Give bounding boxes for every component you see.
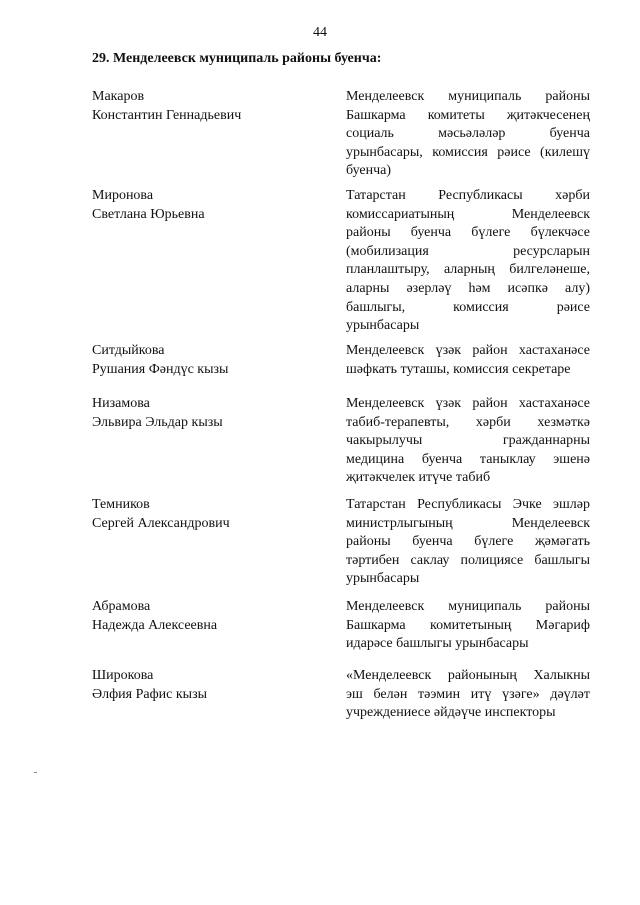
role-line: комиссариатының Менделеевск: [346, 206, 590, 222]
role-line: шәфкать туташы, комиссия секретаре: [346, 361, 571, 377]
role-line: буенча): [346, 163, 392, 179]
role-line: урынбасары: [346, 318, 420, 334]
member-name: [92, 598, 322, 635]
role-line: урынбасары, комиссия рәисе (килешү: [346, 144, 590, 160]
role-line: эш белән тәэмин итү үзәге» дәүләт: [346, 686, 590, 702]
member-role: [346, 598, 590, 654]
member-surname: Ситдыйкова: [92, 343, 165, 358]
role-line: табиб-терапевты, хәрби хезмәткә: [346, 414, 590, 430]
member-given-names: Эльвира Эльдар кызы: [92, 414, 223, 430]
role-line: урынбасары: [346, 571, 420, 587]
role-line: «Менделеевск районының Халыкны: [346, 668, 590, 683]
member-name: [92, 88, 322, 125]
member-name: [92, 187, 322, 224]
member-name: [92, 342, 322, 379]
role-line: социаль мәсьәләләр буенча: [346, 126, 590, 142]
member-given-names: Рушания Фәндүс кызы: [92, 361, 229, 377]
role-line: медицина буенча таныклау эшенә: [346, 451, 590, 467]
member-surname: Абрамова: [92, 599, 151, 614]
member-surname: Макаров: [92, 89, 145, 104]
member-surname: Миронова: [92, 188, 154, 203]
role-line: тәртибен саклау полициясе башлыгы: [346, 552, 590, 568]
role-line: (мобилизация ресурсларын: [346, 243, 590, 259]
member-role: [346, 187, 590, 336]
member-surname: Темников: [92, 497, 150, 512]
member-name: [92, 667, 322, 704]
member-role: [346, 88, 590, 181]
member-given-names: Надежда Алексеевна: [92, 617, 218, 633]
role-line: Менделеевск муниципаль районы: [346, 599, 590, 614]
role-line: Татарстан Республикасы Эчке эшләр: [346, 497, 590, 512]
role-line: министрлыгының Менделеевск: [346, 515, 590, 531]
role-line: идарәсе башлыгы урынбасары: [346, 636, 529, 652]
role-line: Башкарма комитетының Мәгариф: [346, 617, 590, 633]
role-line: районы буенча бүлеге бүлекчәсе: [346, 225, 590, 241]
role-line: районы буенча бүлеге җәмәгать: [346, 534, 590, 550]
member-role: [346, 395, 590, 488]
role-line: Менделеевск муниципаль районы: [346, 89, 590, 104]
member-surname: Широкова: [92, 668, 154, 683]
member-surname: Низамова: [92, 396, 150, 411]
member-given-names: Әлфия Рафис кызы: [92, 686, 208, 702]
member-given-names: Константин Геннадьевич: [92, 107, 242, 123]
member-given-names: Сергей Александрович: [92, 515, 230, 531]
member-name: [92, 496, 322, 533]
role-line: Менделеевск үзәк район хастаханәсе: [346, 396, 590, 411]
role-line: аларны әзерләү һәм исәпкә алу): [346, 280, 590, 296]
member-name: [92, 395, 322, 432]
page-number: 44: [313, 25, 327, 40]
role-line: Башкарма комитеты җитәкчесенең: [346, 107, 590, 123]
role-line: башлыгы, комиссия рәисе: [346, 299, 590, 315]
member-role: [346, 667, 590, 723]
role-line: чакырылучы гражданнарны: [346, 433, 590, 449]
scan-speck: [34, 772, 37, 773]
role-line: Татарстан Республикасы хәрби: [346, 188, 590, 203]
role-line: җитәкчелек итүче табиб: [346, 470, 491, 486]
member-role: [346, 342, 590, 379]
section-heading: 29. Менделеевск муниципаль районы буенча:: [92, 51, 382, 66]
role-line: планлаштыру, аларның билгеләнеше,: [346, 262, 590, 278]
member-given-names: Светлана Юрьевна: [92, 206, 205, 222]
role-line: Менделеевск үзәк район хастаханәсе: [346, 343, 590, 358]
member-role: [346, 496, 590, 589]
role-line: учреждениесе әйдәүче инспекторы: [346, 705, 556, 721]
